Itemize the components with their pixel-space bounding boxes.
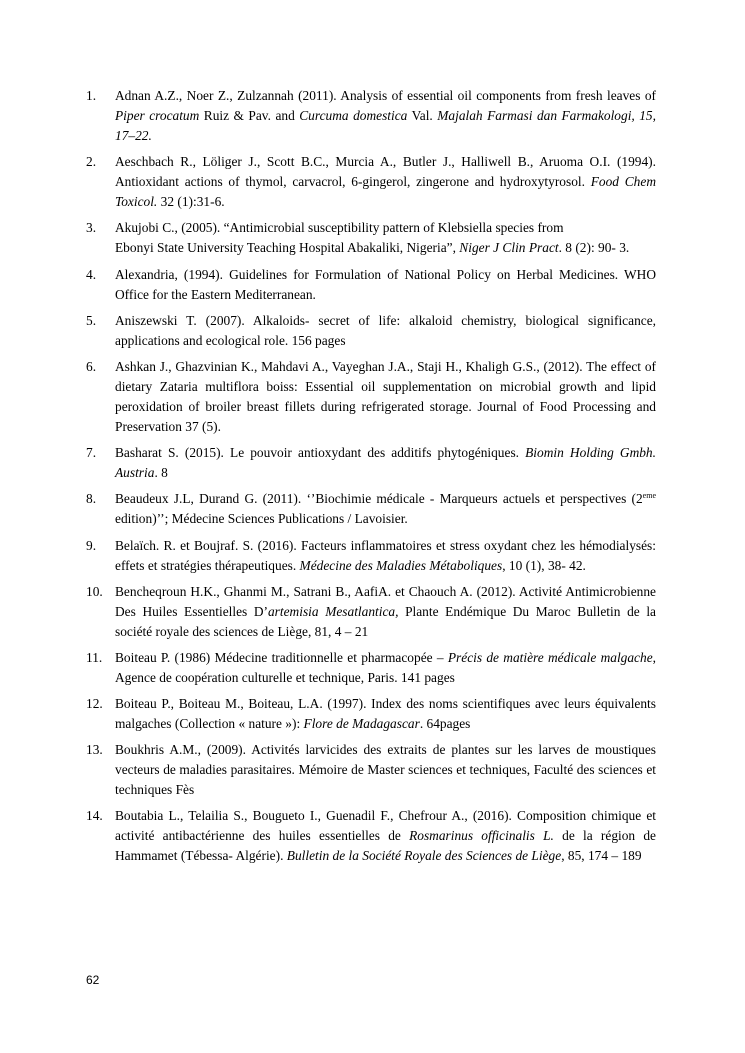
- reference-number: 1.: [86, 88, 97, 103]
- reference-segment: Boutabia L., Telailia S., Bougueto I., Guenadil F., Chefrour A., (2016). Composition chimique et activité antibactérienne des huiles essentielles de: [115, 808, 656, 844]
- reference-segment: Alexandria, (1994). Guidelines for Formulation of National Policy on Herbal Medicines. WHO Office for the Eastern Mediterranean.: [115, 266, 656, 302]
- reference-item: [86, 806, 656, 866]
- reference-segment: Ebonyi State University Teaching Hospital Abakaliki, Nigeria”,: [115, 240, 460, 256]
- reference-number: 14.: [86, 808, 103, 824]
- reference-italic-segment: Curcuma domestica: [299, 108, 408, 123]
- reference-italic-segment: Biomin Holding Gmbh. Austria: [115, 445, 656, 481]
- reference-text: [115, 88, 656, 143]
- reference-text: [115, 220, 629, 255]
- reference-segment: , 85, 174 – 189: [561, 848, 642, 864]
- reference-item: [86, 311, 656, 351]
- reference-segment: de la région de Hammamet (Tébessa- Algérie).: [115, 828, 657, 864]
- reference-segment: Ashkan J., Ghazvinian K., Mahdavi A., Vayeghan J.A., Staji H., Khaligh G.S., (2012). The effect of dietary Zataria multiflora boiss: Essential oil supplementation on microbial growth and lipid peroxidation of broiler breast fillets during refrigerated storage. Journal of Food Processing and Preservation 37 (5).: [115, 358, 656, 434]
- reference-item: [86, 357, 656, 437]
- reference-segment: edition)’’; Médecine Sciences Publications / Lavoisier.: [115, 511, 408, 527]
- page-number: 62: [86, 973, 100, 987]
- reference-number: 3.: [86, 220, 97, 236]
- reference-item: [86, 265, 656, 305]
- reference-number: 11.: [86, 649, 103, 665]
- reference-segment: . 8 (2): 90- 3.: [558, 240, 630, 256]
- reference-number: 6.: [86, 358, 97, 374]
- reference-italic-segment: artemisia Mesatlantica,: [267, 603, 399, 619]
- reference-text: [115, 696, 656, 731]
- reference-segment: Boiteau P., Boiteau M., Boiteau, L.A. (1997). Index des noms scientifiques avec leurs équivalents malgaches (Collection « nature »):: [115, 696, 656, 732]
- reference-superscript: eme: [642, 491, 656, 501]
- reference-italic-segment: Majalah Farmasi dan Farmakologi, 15, 17–22.: [115, 108, 656, 143]
- reference-number: 10.: [86, 583, 103, 599]
- reference-item: [86, 86, 656, 146]
- reference-segment: Plante Endémique Du Maroc Bulletin de la société royale des sciences de Liège, 81, 4 – 21: [115, 603, 656, 639]
- reference-segment: Belaïch. R. et Boujraf. S. (2016). Facteurs inflammatoires et stress oxydant chez les hémodialysés: effets et stratégies thérapeutiques.: [115, 537, 656, 573]
- reference-text: [115, 538, 656, 573]
- reference-number: 13.: [86, 742, 103, 758]
- reference-item: [86, 489, 656, 529]
- reference-italic-segment: Rosmarinus officinalis L.: [409, 828, 554, 844]
- reference-segment: Boiteau P. (1986) Médecine traditionnelle et pharmacopée –: [115, 649, 448, 665]
- reference-text: [115, 491, 656, 526]
- reference-segment: . 64pages: [419, 716, 471, 732]
- reference-segment: Beaudeux J.L, Durand G. (2011). ‘’Biochimie médicale - Marqueurs actuels et perspectives (2: [115, 491, 643, 507]
- reference-item: [86, 694, 656, 734]
- reference-text: [115, 313, 656, 348]
- reference-number: 5.: [86, 312, 97, 328]
- reference-item: [86, 152, 656, 212]
- reference-segment: Boukhris A.M., (2009). Activités larvicides des extraits de plantes sur les larves de moustiques vecteurs de maladies parasitaires. Mémoire de Master sciences et techniques, Faculté des sciences et techniques Fès: [115, 742, 656, 798]
- reference-number: 12.: [86, 696, 103, 712]
- reference-segment: Adnan A.Z., Noer Z., Zulzannah (2011). Analysis of essential oil components from fresh leaves of: [115, 88, 656, 103]
- reference-item: [86, 443, 656, 483]
- reference-italic-segment: Niger J Clin Pract: [459, 240, 559, 256]
- reference-italic-segment: Bulletin de la Société Royale des Sciences de Liège: [286, 848, 562, 864]
- reference-text: [115, 584, 656, 639]
- reference-text: [115, 742, 656, 797]
- reference-number: 8.: [86, 491, 97, 507]
- reference-segment: Basharat S. (2015). Le pouvoir antioxydant des additifs phytogéniques.: [115, 445, 526, 461]
- reference-text: [115, 359, 656, 434]
- reference-segment: Aeschbach R., Löliger J., Scott B.C., Murcia A., Butler J., Halliwell B., Aruoma O.I. (1994). Antioxidant actions of thymol, carvacrol, 6-gingerol, zingerone and hydroxytyrosol.: [115, 154, 656, 190]
- reference-item: [86, 218, 656, 258]
- reference-number: 9.: [86, 537, 97, 553]
- reference-number: 2.: [86, 154, 97, 170]
- reference-italic-segment: Médecine des Maladies Métaboliques: [299, 557, 503, 573]
- reference-italic-segment: Food Chem Toxicol.: [115, 174, 656, 210]
- reference-segment: Bencheqroun H.K., Ghanmi M., Satrani B., AafiA. et Chaouch A. (2012). Activité Antimicrobienne Des Huiles Essentielles D’: [115, 583, 656, 619]
- reference-list: [86, 86, 656, 873]
- reference-segment: Val.: [407, 108, 438, 123]
- reference-item: [86, 648, 656, 688]
- reference-italic-segment: Flore de Madagascar: [303, 716, 420, 732]
- reference-item: [86, 740, 656, 800]
- reference-segment: Ruiz & Pav. and: [199, 108, 300, 123]
- reference-text: [115, 808, 656, 863]
- reference-item: [86, 536, 656, 576]
- reference-number: 4.: [86, 266, 97, 282]
- reference-text: [115, 650, 656, 685]
- reference-segment: Akujobi C., (2005). “Antimicrobial susceptibility pattern of Klebsiella species from: [115, 220, 564, 236]
- reference-segment: , 10 (1), 38- 42.: [502, 557, 586, 573]
- reference-segment: , Agence de coopération culturelle et technique, Paris. 141 pages: [115, 649, 656, 685]
- reference-segment: Aniszewski T. (2007). Alkaloids- secret of life: alkaloid chemistry, biological significance, applications and ecological role. 156 pages: [115, 312, 656, 348]
- reference-segment: . 8: [154, 465, 168, 481]
- reference-italic-segment: Piper crocatum: [115, 108, 200, 123]
- reference-text: [115, 154, 656, 209]
- reference-segment: 32 (1):31-6.: [157, 194, 225, 210]
- reference-text: [115, 267, 656, 302]
- reference-item: [86, 582, 656, 642]
- reference-number: 7.: [86, 445, 97, 461]
- reference-text: [115, 445, 656, 480]
- reference-italic-segment: Précis de matière médicale malgache: [447, 649, 653, 665]
